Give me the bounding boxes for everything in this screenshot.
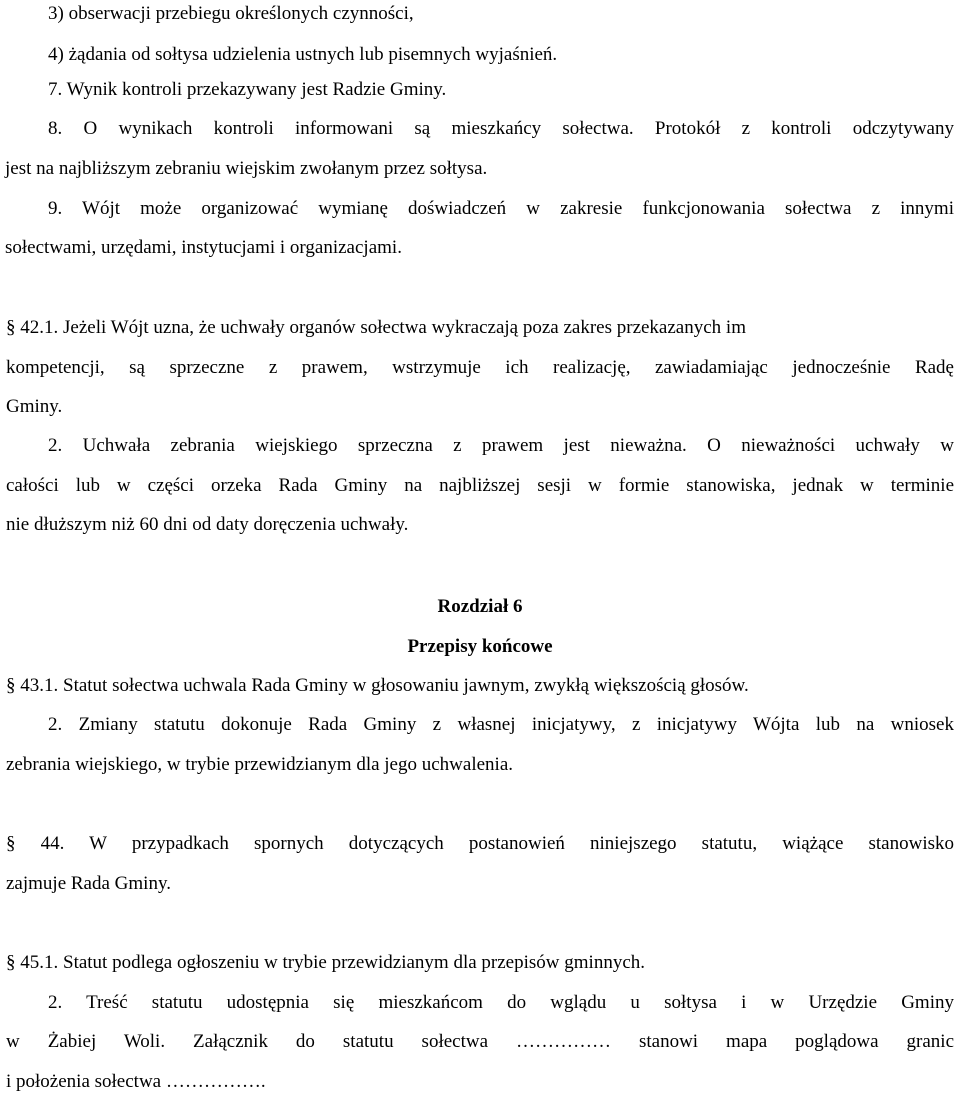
- text-line: § 43.1. Statut sołectwa uchwala Rada Gminy w głosowaniu jawnym, zwykłą większością głosów.: [6, 675, 749, 696]
- text-line: 8. O wynikach kontroli informowani są mieszkańcy sołectwa. Protokół z kontroli odczytywany: [48, 118, 954, 139]
- text-line: 4) żądania od sołtysa udzielenia ustnych lub pisemnych wyjaśnień.: [48, 44, 558, 65]
- chapter-heading: Rozdział 6: [437, 596, 523, 617]
- text-line: § 44. W przypadkach spornych dotyczących postanowień niniejszego statutu, wiążące stanowisko: [6, 833, 954, 854]
- text-line: całości lub w części orzeka Rada Gminy na najbliższej sesji w formie stanowiska, jednak w terminie: [6, 475, 954, 496]
- text-line: 3) obserwacji przebiegu określonych czynności,: [48, 3, 414, 24]
- text-line: 9. Wójt może organizować wymianę doświadczeń w zakresie funkcjonowania sołectwa z innymi: [48, 198, 954, 219]
- text-line: zebrania wiejskiego, w trybie przewidzianym dla jego uchwalenia.: [6, 754, 513, 775]
- text-line: § 45.1. Statut podlega ogłoszeniu w trybie przewidzianym dla przepisów gminnych.: [6, 952, 645, 973]
- text-line: i położenia sołectwa …………….: [6, 1071, 266, 1092]
- text-line: 2. Zmiany statutu dokonuje Rada Gminy z własnej inicjatywy, z inicjatywy Wójta lub na wniosek: [48, 714, 954, 735]
- text-line: 2. Treść statutu udostępnia się mieszkańcom do wglądu u sołtysa i w Urzędzie Gminy: [48, 992, 954, 1013]
- text-line: jest na najbliższym zebraniu wiejskim zwołanym przez sołtysa.: [5, 158, 488, 179]
- chapter-subheading: Przepisy końcowe: [407, 636, 553, 657]
- text-line: nie dłuższym niż 60 dni od daty doręczenia uchwały.: [6, 514, 409, 535]
- text-line: Gminy.: [6, 396, 63, 417]
- text-line: w Żabiej Woli. Załącznik do statutu sołectwa …………… stanowi mapa poglądowa granic: [6, 1031, 954, 1052]
- text-line: zajmuje Rada Gminy.: [6, 873, 171, 894]
- text-line: 7. Wynik kontroli przekazywany jest Radzie Gminy.: [48, 79, 447, 100]
- text-line: kompetencji, są sprzeczne z prawem, wstrzymuje ich realizację, zawiadamiając jednocześnie Radę: [6, 357, 954, 378]
- text-line: sołectwami, urzędami, instytucjami i organizacjami.: [5, 237, 402, 258]
- text-line: 2. Uchwała zebrania wiejskiego sprzeczna z prawem jest nieważna. O nieważności uchwały w: [48, 435, 954, 456]
- text-line: § 42.1. Jeżeli Wójt uzna, że uchwały organów sołectwa wykraczają poza zakres przekazanych im: [6, 317, 746, 338]
